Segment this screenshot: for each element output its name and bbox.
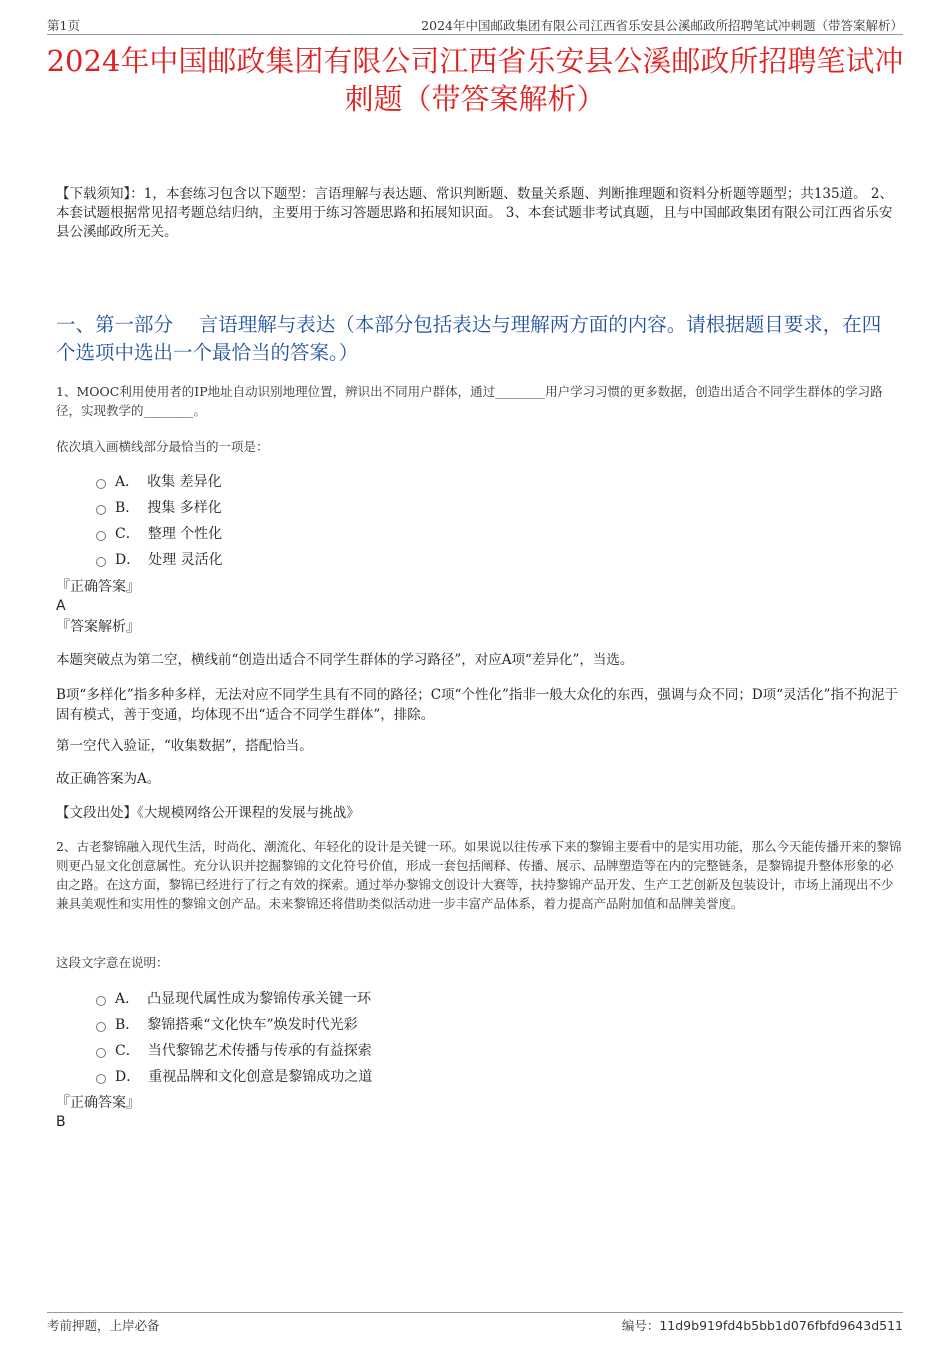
footer-slogan: 考前押题，上岸必备: [47, 1318, 160, 1333]
question-1-analysis-label: 『答案解析』: [56, 619, 140, 635]
header-doc-title: 2024年中国邮政集团有限公司江西省乐安县公溪邮政所招聘笔试冲刺题（带答案解析）: [421, 18, 903, 33]
question-1-analysis-paragraph: 第一空代入验证，“收集数据”，搭配恰当。: [56, 738, 313, 754]
question-2-option-d[interactable]: D． 重视品牌和文化创意是黎锦成功之道: [96, 1063, 372, 1089]
footer-code-value: 11d9b919fd4b5bb1d076fbfd9643d511: [659, 1318, 903, 1333]
question-2-option-b[interactable]: B． 黎锦搭乘“文化快车”焕发时代光彩: [96, 1011, 372, 1037]
radio-icon[interactable]: [96, 505, 106, 515]
question-2-text: 2、古老黎锦融入现代生活，时尚化、潮流化、年轻化的设计是关键一环。如果说以往传承下来的黎锦主要看中的是实用功能，那么今天能传播开来的黎锦则更凸显文化创意属性。充分认识并挖掘黎锦的文化符号价值，形成一套包括阐释、传播、展示、品牌塑造等在内的完整链条，是黎锦提升整体形象的必由之路。在这方面，黎锦已经进行了行之有效的探索。通过举办黎锦文创设计大赛等，扶持黎锦产品开发、生产工艺创新及包装设计，市场上涌现出不少兼具美观性和实用性的黎锦文创产品。未来黎锦还将借助类似活动进一步丰富产品体系，着力提高产品附加值和品牌美誉度。: [56, 839, 902, 911]
question-1-answer: A: [56, 598, 66, 614]
question-1-answer-label: 『正确答案』: [56, 579, 140, 595]
question-2-answer-label: 『正确答案』: [56, 1095, 140, 1111]
radio-icon[interactable]: [96, 1048, 106, 1058]
page-header: [47, 14, 903, 35]
radio-icon[interactable]: [96, 531, 106, 541]
question-2-option-c[interactable]: C． 当代黎锦艺术传播与传承的有益探索: [96, 1037, 372, 1063]
radio-icon[interactable]: [96, 557, 106, 567]
page-number: 第1页: [47, 18, 80, 33]
question-1-prompt: 依次填入画横线部分最恰当的一项是：: [56, 439, 269, 454]
question-2-prompt: 这段文字意在说明：: [56, 955, 169, 970]
question-1-option-a[interactable]: A． 收集 差异化: [96, 468, 223, 494]
question-1-analysis-paragraph: 故正确答案为A。: [56, 771, 161, 787]
question-1-options: [96, 468, 223, 572]
question-1-option-d[interactable]: D． 处理 灵活化: [96, 546, 223, 572]
radio-icon[interactable]: [96, 996, 106, 1006]
question-2-options: [96, 985, 372, 1089]
radio-icon[interactable]: [96, 1074, 106, 1084]
question-1-option-b[interactable]: B． 搜集 多样化: [96, 494, 223, 520]
question-2-option-a[interactable]: A． 凸显现代属性成为黎锦传承关键一环: [96, 985, 372, 1011]
footer-code: [622, 1316, 903, 1334]
question-1-option-c[interactable]: C． 整理 个性化: [96, 520, 223, 546]
radio-icon[interactable]: [96, 479, 106, 489]
footer-code-label: 编号：: [621, 1318, 660, 1333]
question-2-answer: B: [56, 1114, 66, 1130]
section-title: 一、第一部分 言语理解与表达（本部分包括表达与理解两方面的内容。请根据题目要求，在四个选项中选出一个最恰当的答案。）: [56, 313, 882, 364]
question-1-analysis-paragraph: 本题突破点为第二空，横线前“创造出适合不同学生群体的学习路径”，对应A项“差异化”，当选。: [56, 652, 634, 668]
download-notice: 【下载须知】：1，本套练习包含以下题型：言语理解与表达题、常识判断题、数量关系题、判断推理题和资料分析题等题型；共135道。 2、本套试题根据常见招考题总结归纳，主要用于练习答题思路和拓展知识面。 3、本套试题非考试真题，且与中国邮政集团有限公司江西省乐安县公溪邮政所无关。: [56, 186, 893, 240]
document-title: 2024年中国邮政集团有限公司江西省乐安县公溪邮政所招聘笔试冲刺题（带答案解析）: [46, 44, 904, 116]
question-1-analysis-paragraph: B项“多样化”指多种多样，无法对应不同学生具有不同的路径；C项“个性化”指非一般大众化的东西，强调与众不同；D项“灵活化”指不拘泥于固有模式，善于变通，均体现不出“适合不同学生群体”，排除。: [56, 687, 898, 723]
radio-icon[interactable]: [96, 1022, 106, 1032]
question-1-source: 【文段出处】《大规模网络公开课程的发展与挑战》: [56, 805, 360, 821]
question-1-text: 1、MOOC利用使用者的IP地址自动识别地理位置，辨识出不同用户群体，通过________用户学习习惯的更多数据，创造出适合不同学生群体的学习路径，实现教学的________。: [56, 384, 883, 418]
page-footer: [47, 1312, 903, 1337]
